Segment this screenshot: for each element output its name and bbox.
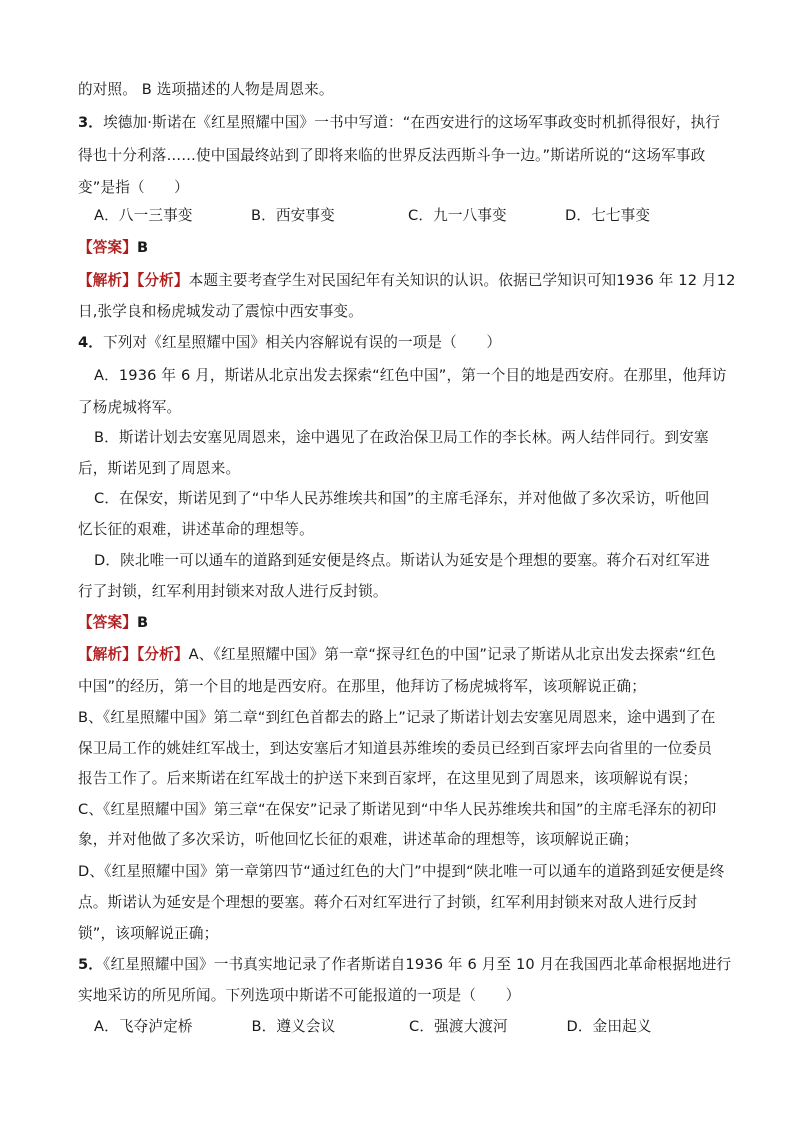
q4-option-a-line-2: 了杨虎城将军。: [78, 399, 182, 416]
q5-option-c: C．强渡大渡河: [409, 1018, 508, 1035]
q3-stem-line-1: [78, 113, 724, 133]
q4-analysis-sub-label: 【分析】: [136, 646, 189, 663]
q3-answer: [78, 238, 724, 258]
q5-option-a: A．飞夺泸定桥: [94, 1018, 193, 1035]
q3-analysis-label: 【解析】: [78, 272, 137, 289]
q4-analysis-label: 【解析】: [78, 646, 137, 663]
q4-analysis-line-9: 点。斯诺认为延安是个理想的要塞。蒋介石对红军进行了封锁，红军利用封锁来对敌人进行反封: [78, 894, 698, 911]
q4-analysis-line-2: 中国”的经历，第一个目的地是西安府。在那里，他拜访了杨虎城将军，该项解说正确；: [78, 678, 646, 695]
q4-option-c-line-2: 忆长征的艰难，讲述革命的理想等。: [78, 521, 314, 538]
q5-stem-text-1: 《红星照耀中国》一书真实地记录了作者斯诺自1936 年 6 月至 10 月在我国西北革命根据地进行: [103, 956, 732, 973]
q4-option-a-line-1: A．1936 年 6 月，斯诺从北京出发去探索“红色中国”，第一个目的地是西安府。在那里，他拜访: [94, 367, 727, 384]
q3-stem-line-2: 得也十分利落……使中国最终站到了即将来临的世界反法西斯斗争一边。”斯诺所说的“这场军事政: [78, 147, 706, 164]
q4-stem-text: 下列对《红星照耀中国》相关内容解说有误的一项是（ ）: [103, 334, 502, 351]
q4-analysis-line-10: 锁”，该项解说正确；: [78, 925, 219, 942]
q4-analysis-line-8: D、《红星照耀中国》第一章第四节“通过红色的大门”中提到“陕北唯一可以通车的道路到延安便是终: [78, 863, 725, 880]
q4-stem: [78, 333, 724, 353]
q4-answer: [78, 613, 724, 633]
q4-option-d-line-1: D．陕北唯一可以通车的道路到延安便是终点。斯诺认为延安是个理想的要塞。蒋介石对红军进: [94, 552, 710, 569]
q5-number: 5．: [78, 956, 104, 973]
q3-options: [94, 206, 724, 226]
q3-stem-text-1: 埃德加·斯诺在《红星照耀中国》一书中写道：“在西安进行的这场军事政变时机抓得很好，执行: [103, 114, 721, 131]
q3-analysis-text-1: 本题主要考查学生对民国纪年有关知识的认识。依据已学知识可知1936 年 12 月12: [188, 272, 736, 289]
q3-answer-value: B: [136, 239, 149, 256]
q5-options: [94, 1017, 724, 1037]
q5-option-d: D．金田起义: [566, 1018, 652, 1035]
q4-option-d-line-2: 行了封锁，红军利用封锁来对敌人进行反封锁。: [78, 583, 388, 600]
q3-number: 3．: [78, 114, 104, 131]
q4-option-c-line-1: C．在保安，斯诺见到了“中华人民苏维埃共和国”的主席毛泽东，并对他做了多次采访，听他回: [94, 490, 710, 507]
q4-answer-value: B: [136, 614, 149, 631]
q4-number: 4．: [78, 334, 104, 351]
q3-analysis-line-2: 日,张学良和杨虎城发动了震惊中西安事变。: [78, 303, 363, 320]
q4-option-b-line-1: B．斯诺计划去安塞见周恩来，途中遇见了在政治保卫局工作的李长林。两人结伴同行。到安塞: [94, 429, 709, 446]
q4-answer-label: 【答案】: [78, 614, 137, 631]
q3-analysis-line-1: [78, 271, 736, 291]
q3-option-b: B．西安事变: [251, 207, 335, 224]
q4-analysis-line-5: 报告工作了。后来斯诺在红军战士的护送下来到百家坪，在这里见到了周恩来，该项解说有误；: [78, 770, 698, 787]
q3-answer-label: 【答案】: [78, 239, 137, 256]
q5-option-b: B．遵义会议: [251, 1018, 336, 1035]
q4-analysis-line-7: 象，并对他做了多次采访，听他回忆长征的艰难，讲述革命的理想等，该项解说正确；: [78, 831, 639, 848]
q3-option-d: D．七七事变: [565, 207, 651, 224]
q3-analysis-sub-label: 【分析】: [136, 272, 189, 289]
q3-option-a: A．八一三事变: [94, 207, 193, 224]
q4-analysis-line-1: [78, 645, 724, 665]
q4-option-b-line-2: 后，斯诺见到了周恩来。: [78, 460, 241, 477]
q4-analysis-line-6: C、《红星照耀中国》第三章“在保安”记录了斯诺见到“中华人民苏维埃共和国”的主席毛泽东的初印: [78, 801, 717, 818]
q4-analysis-line-3: B、《红星照耀中国》第二章“到红色首都去的路上”记录了斯诺计划去安塞见周恩来，途中遇到了在: [78, 709, 716, 726]
q4-analysis-line-4: 保卫局工作的姚娃红军战士，到达安塞后才知道县苏维埃的委员已经到百家坪去向省里的一位委员: [78, 740, 712, 757]
q5-stem-line-1: [78, 955, 732, 975]
q3-option-c: C．九一八事变: [408, 207, 507, 224]
q4-analysis-text-1: A、《红星照耀中国》第一章“探寻红色的中国”记录了斯诺从北京出发去探索“红色: [188, 646, 716, 663]
intro-line: 的对照。 B 选项描述的人物是周恩来。: [78, 81, 334, 98]
q3-stem-line-3: 变”是指（ ）: [78, 179, 189, 196]
q5-stem-line-2: 实地采访的所见所闻。下列选项中斯诺不可能报道的一项是（ ）: [78, 987, 521, 1004]
